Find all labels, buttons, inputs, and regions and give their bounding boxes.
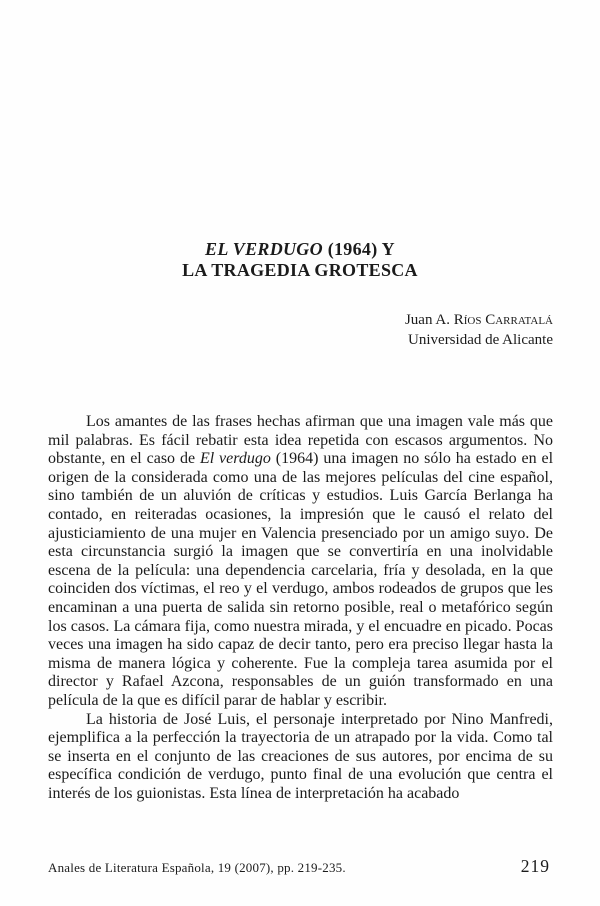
paragraph-1-text-b: (1964) una imagen no sólo ha estado en el origen de la considerada como una de las mejores películas del cine español, sino también de un aluvión de críticas y estudios. Luis García Berlanga ha contado, en reiteradas ocasiones, la impresión que le causó el relato del ajusticiamiento de una mujer en Valencia presenciado por un amigo suyo. De esta circunstancia surgió la imagen que se convertiría en una inolvidable escena de la película: una dependencia carcelaria, fría y desolada, en la que coinciden dos víctimas, el reo y el verdugo, ambos rodeados de grupos que les encaminan a una puerta de salida sin retorno posible, real o metafórico según los casos. La cámara fija, como nuestra mirada, y el encuadre en picado. Pocas veces una imagen ha sido capaz de decir tanto, pero era preciso llegar hasta la misma de manera lógica y coherente. Fue la compleja tarea asumida por el director y Rafael Azcona, responsables de un guión transformado en una película de la que es difícil parar de hablar y escribir.: [48, 450, 554, 709]
page-footer: [48, 856, 550, 877]
paragraph-1: [48, 413, 553, 711]
article-body: [48, 413, 553, 803]
title-italic-part: EL VERDUGO: [205, 239, 323, 259]
article-title: [0, 239, 600, 281]
author-name-prefix: Juan A.: [404, 312, 454, 328]
page-number: 219: [520, 856, 550, 876]
author-block: [405, 311, 553, 350]
paragraph-2: La historia de José Luis, el personaje interpretado por Nino Manfredi, ejemplifica a la perfección la trayectoria de un atrapado por la vida. Como tal se inserta en el conjunto de las creaciones de sus autores, por encima de su específica condición de verdugo, punto final de una evolución que centra el interés de los guionistas. Esta línea de interpretación ha acabado: [48, 710, 553, 802]
author-affiliation: Universidad de Alicante: [408, 331, 553, 348]
journal-citation: Anales de Literatura Española, 19 (2007), pp. 219-235.: [48, 860, 346, 875]
author-name: [405, 311, 553, 331]
paragraph-1-film-title: El verdugo: [199, 450, 271, 468]
paragraph-1-text-a: Los amantes de las frases hechas afirman que una imagen vale más que mil palabras. Es fácil rebatir esta idea repetida con escasos argumentos. No obstante, en el caso de: [48, 413, 553, 468]
title-regular-part: (1964) Y: [322, 239, 395, 259]
author-name-smallcaps: Ríos Carratalá: [453, 312, 553, 328]
article-title-line1: [0, 239, 600, 260]
article-title-line2: LA TRAGEDIA GROTESCA: [182, 260, 418, 280]
